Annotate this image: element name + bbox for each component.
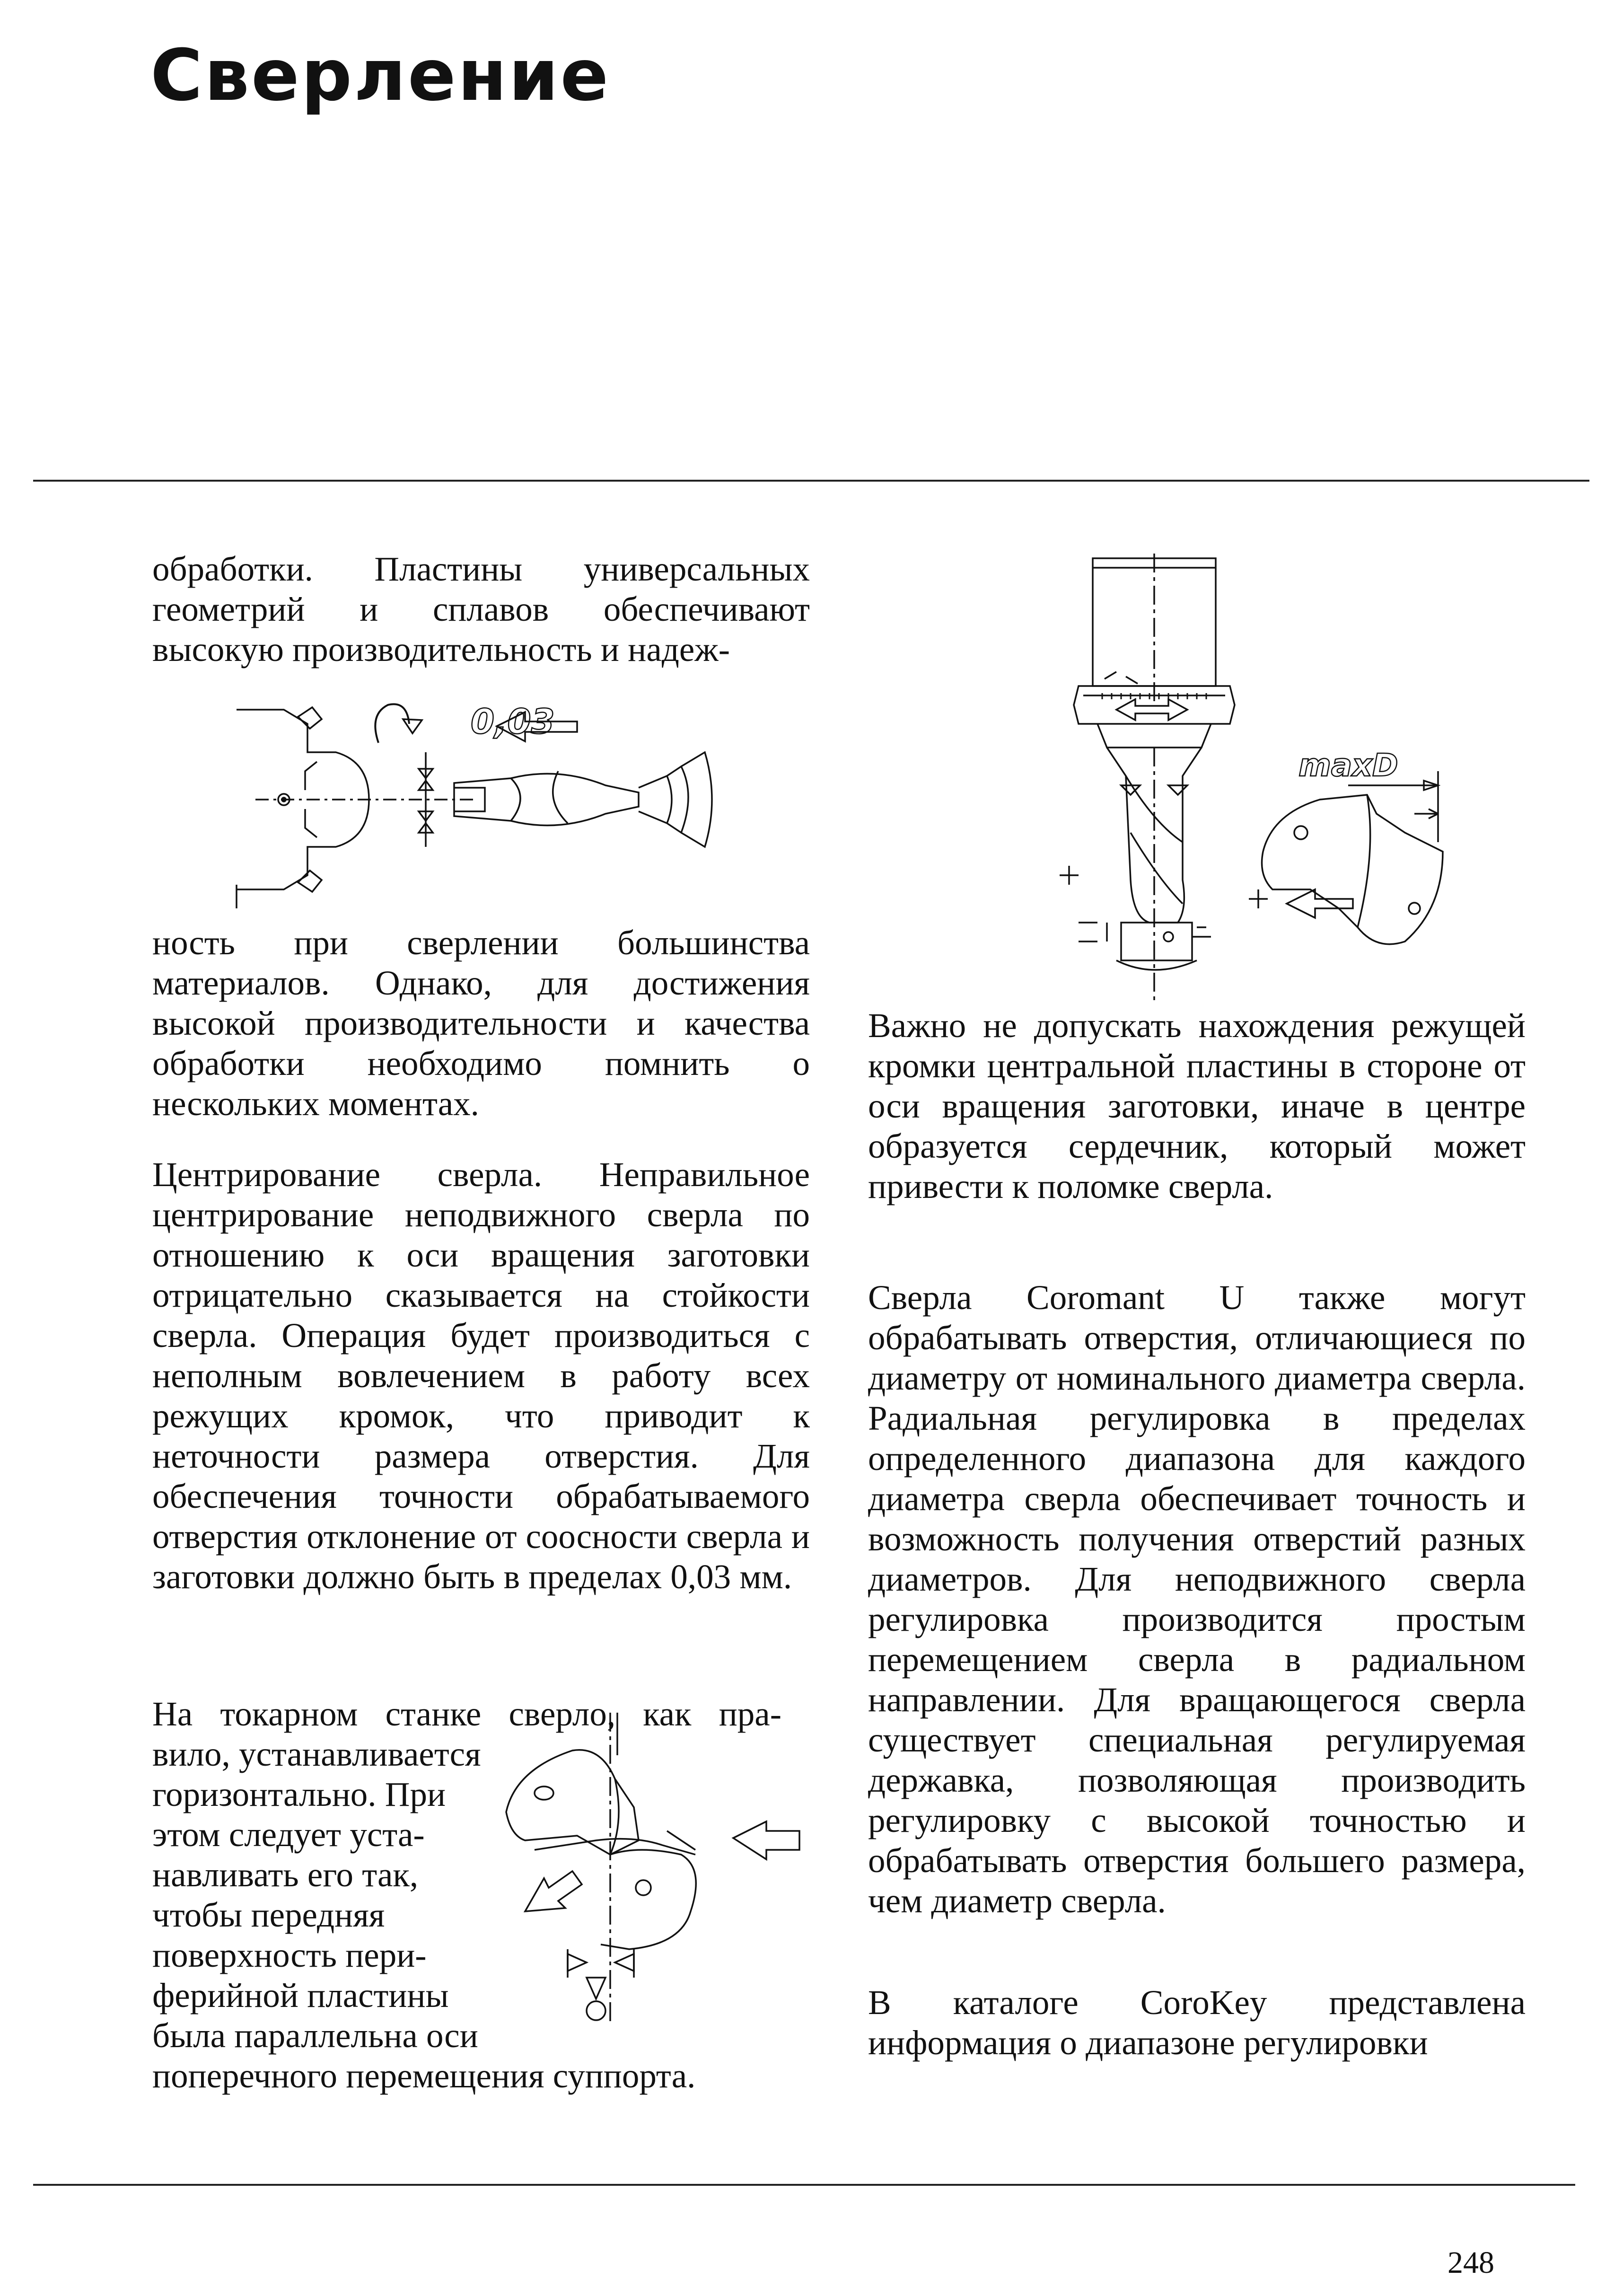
left-paragraph-4-last-line: поперечного перемещения суппорта.: [152, 2057, 696, 2095]
adjustable-holder-figure: [1036, 549, 1462, 1003]
right-paragraph-2: Сверла Coromant U также могут обрабатывать отверстия, отличающиеся по диаметру от номинального диаметра сверла. Радиальная регулировка в пределах определенного диапазона для каждого диаметра сверла обеспечивает точность и возможность получения отверстий разных диаметров. Для неподвижного сверла регулировка производится простым перемещением сверла в радиальном направлении. Для вращающегося сверла существует специальная регулируемая державка, позволяющая производить регулировку с высокой точностью и обрабатывать отверстия большего размера, чем диаметр сверла.: [868, 1278, 1526, 1920]
footer-rule: [33, 2184, 1575, 2186]
alignment-tolerance-label: 0,03: [471, 702, 555, 741]
max-diameter-label: maxD: [1298, 747, 1398, 783]
header-rule: [33, 480, 1589, 482]
right-paragraph-1: Важно не допускать нахождения режущей кромки центральной пластины в стороне от оси вращения заготовки, иначе в центре образуется сердечник, который может привести к поломке сверла.: [868, 1006, 1526, 1205]
left-paragraph-4-first-line: На токарном станке сверло, как пра-: [152, 1695, 781, 1733]
left-paragraph-4-wrapped-lines: [152, 1734, 531, 2056]
left-paragraph-3: Центрирование сверла. Неправильное центрирование неподвижного сверла по отношению к оси вращения заготовки отрицательно сказывается на стойкости сверла. Операция будет производиться с неполным вовлечением в работу всех режущих кромок, что приводит к неточности размера отверстия. Для обеспечения точности обрабатываемого отверстия отклонение от соосности сверла и заготовки должно быть в пределах 0,03 мм.: [152, 1155, 810, 1596]
text-line: ферийной пластины: [152, 1976, 449, 2014]
left-paragraph-1: обработки. Пластины универсальных геометрий и сплавов обеспечивают высокую производительность и надеж-: [152, 550, 810, 669]
text-line: чтобы передняя: [152, 1896, 385, 1934]
page-title: Сверление: [150, 35, 611, 117]
left-paragraph-2: ность при сверлении большинства материалов. Однако, для достижения высокой производительности и качества обработки необходимо помнить о нескольких моментах.: [152, 924, 810, 1123]
drill-alignment-figure: [227, 691, 719, 913]
insert-orientation-figure: [497, 1698, 828, 2030]
text-line: этом следует уста-: [152, 1815, 425, 1854]
right-paragraph-3: В каталоге CoroKey представлена информация о диапазоне регулировки: [868, 1983, 1526, 2062]
text-line: вило, устанавливается: [152, 1735, 481, 1773]
text-line: поверхность пери-: [152, 1936, 427, 1974]
text-line: горизонтально. При: [152, 1775, 446, 1813]
text-line: навливать его так,: [152, 1856, 419, 1894]
text-line: была параллельна оси: [152, 2016, 478, 2055]
page-number: 248: [1448, 2245, 1494, 2280]
